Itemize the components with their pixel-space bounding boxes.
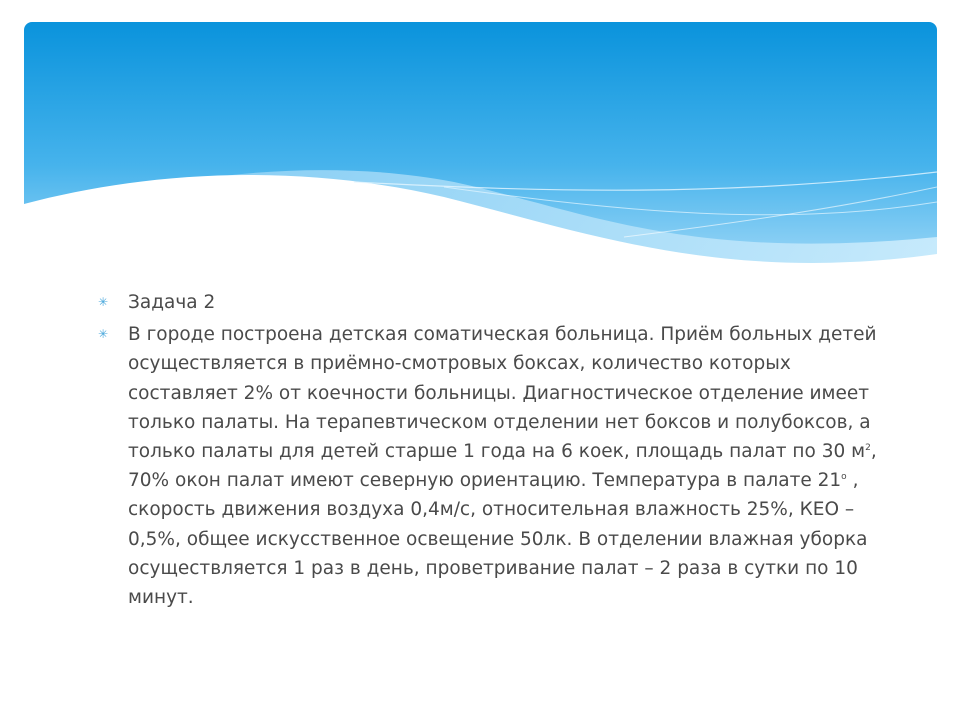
task-text (128, 320, 878, 612)
area-superscript: 2 (865, 442, 871, 453)
list-item-task-text (98, 320, 878, 612)
asterisk-bullet-icon: ✳ (98, 295, 109, 309)
task-text-part-2: , 70% окон палат имеют северную ориентацию. Температура в палате 21 (128, 441, 877, 492)
task-title: Задача 2 (128, 292, 216, 313)
asterisk-bullet-icon: ✳ (98, 327, 109, 342)
header-wave-band (24, 22, 937, 282)
degree-superscript: о (841, 472, 847, 483)
task-text-part-3: , скорость движения воздуха 0,4м/с, относительная влажность 25%, КЕО – 0,5%, общее искусственное освещение 50лк. В отделении влажная уборка осуществляется 1 раз в день, проветривание палат – 2 раза в сутки по 10 минут. (128, 470, 868, 609)
task-text-part-1: В городе построена детская соматическая больница. Приём больных детей осуществляется в приёмно-смотровых боксах, количество которых составляет 2% от коечности больницы. Диагностическое отделение имеет только палаты. На терапевтическом отделении нет боксов и полубоксов, а только палаты для детей старше 1 года на 6 коек, площадь палат по 30 м (128, 324, 877, 463)
list-item-title (98, 288, 878, 317)
slide-body (98, 288, 878, 612)
